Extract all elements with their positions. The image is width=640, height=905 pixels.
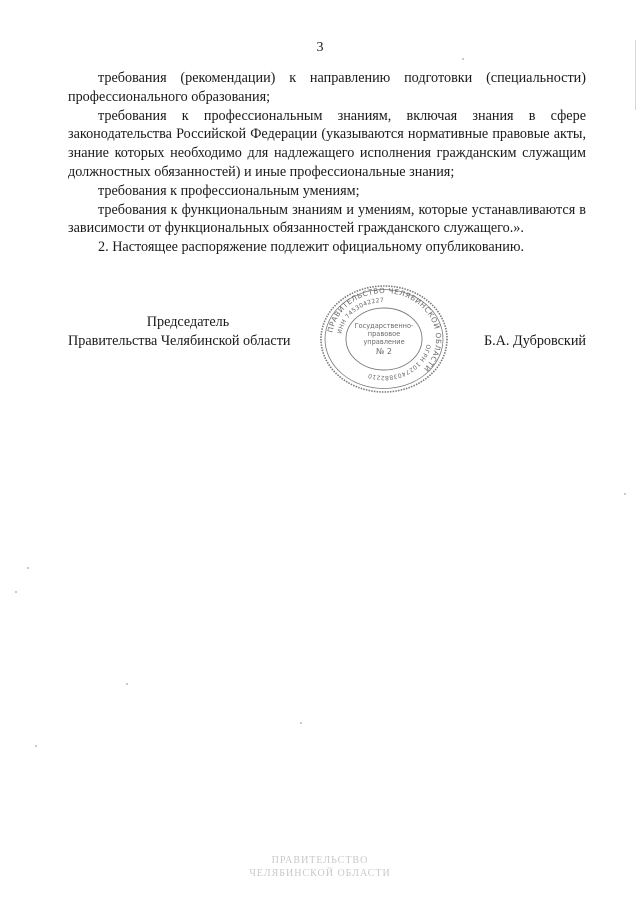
scan-speck [624, 493, 626, 495]
seal-center-line4: № 2 [376, 347, 392, 356]
signatory-name: Б.А. Дубровский [483, 332, 586, 349]
footer-watermark [0, 854, 640, 880]
paragraph-professional-skills: требования к профессиональным умениям; [98, 182, 360, 199]
paragraph-professional-knowledge: требования к профессиональным знаниям, включая знания в сфере законодательства Российской Федерации (указываются нормативные правовые акты, знание которых необходимо для надлежащего исполнения гражданским служащим должностных обязанностей) и иные профессиональные знания; [68, 107, 586, 180]
seal-outer-text: ПРАВИТЕЛЬСТВО ЧЕЛЯБИНСКОЙ ОБЛАСТИ [325, 285, 444, 374]
scan-speck [462, 58, 464, 60]
seal-center-line2: правовое [367, 330, 401, 338]
scan-speck [27, 567, 29, 569]
page-number: 3 [316, 40, 324, 55]
footer-watermark-line2: ЧЕЛЯБИНСКОЙ ОБЛАСТИ [249, 868, 391, 879]
signatory-position [68, 313, 308, 351]
signatory-position-line2: Правительства Челябинской области [68, 332, 291, 349]
signatory-position-line1: Председатель [146, 314, 230, 330]
scan-speck [35, 745, 37, 747]
scan-edge-line [635, 40, 636, 110]
paragraph-publication: 2. Настоящее распоряжение подлежит официальному опубликованию. [98, 239, 525, 256]
footer-watermark-line1: ПРАВИТЕЛЬСТВО [271, 855, 369, 866]
seal-inn: ИНН 7453042227 [336, 296, 385, 335]
document-body [68, 69, 586, 257]
scan-speck [300, 722, 302, 724]
seal-center-line3: управление [363, 338, 405, 346]
scan-speck [15, 591, 17, 593]
official-seal-stamp [318, 283, 450, 395]
scan-speck [126, 683, 128, 685]
paragraph-functional-knowledge: требования к функциональным знаниям и умениям, которые устанавливаются в зависимости от функциональных обязанностей гражданского служащего.». [68, 201, 586, 237]
seal-ogrn: ОГРН 1027403882210 [367, 343, 432, 382]
paragraph-education-requirements: требования (рекомендации) к направлению подготовки (специальности) профессионального образования; [68, 70, 586, 105]
seal-center-line1: Государственно- [354, 322, 414, 330]
seal-icon [318, 283, 450, 395]
